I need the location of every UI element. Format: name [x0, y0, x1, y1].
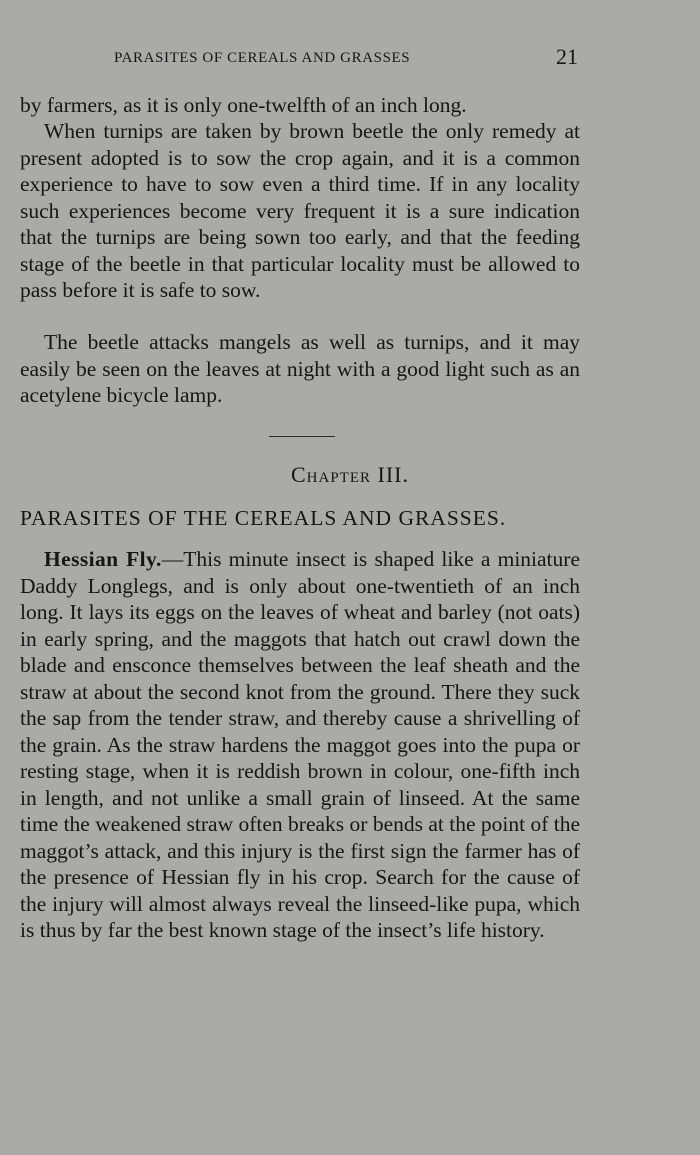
paragraph-turnip-resowing: When turnips are taken by brown beetle the only remedy at present adopted is to sow the crop again, and it is a common experience to have to sow even a third time. If in any locality such experiences become very frequent it is a sure indication that the turnips are being sown too early, and that the feeding stage of the beetle in that particular locality must be allowed to pass before it is safe to sow.: [20, 119, 580, 302]
hessian-fly-text: —This minute insect is shaped like a miniature Daddy Longlegs, and is only about one-twentieth of an inch long. It lays its eggs on the leaves of wheat and barley (not oats) in early spring, and the maggots that hatch out crawl down the blade and ensconce themselves between the leaf sheath and the straw at about the second knot from the ground. There they suck the sap from the tender straw, and thereby cause a shrivelling of the grain. As the straw hardens the maggot goes into the pupa or resting stage, when it is reddish brown in colour, one-fifth inch in length, and not unlike a small grain of linseed. At the same time the weakened straw often breaks or bends at the point of the maggot’s attack, and this injury is the first sign the farmer has of the presence of Hessian fly in his crop. Search for the cause of the injury will almost always reveal the linseed-like pupa, which is thus by far the best known stage of the insect’s life history.: [20, 547, 581, 942]
running-head: [0, 44, 700, 72]
running-title: PARASITES OF CEREALS AND GRASSES: [114, 50, 411, 66]
paragraph-continuation: by farmers, as it is only one-twelfth of an inch long.: [20, 93, 467, 117]
chapter-heading: [0, 462, 700, 488]
section-divider: [269, 436, 335, 437]
paragraph-hessian-fly: [20, 546, 580, 944]
chapter-label: Chapter III.: [291, 462, 409, 487]
paragraph-mangels: The beetle attacks mangels as well as turnips, and it may easily be seen on the leaves at night with a good light such as an acetylene bicycle lamp.: [20, 330, 580, 407]
page-number: 21: [556, 44, 578, 69]
chapter-title: PARASITES OF THE CEREALS AND GRASSES.: [20, 506, 507, 530]
hessian-fly-lead-term: Hessian Fly.: [44, 547, 162, 571]
